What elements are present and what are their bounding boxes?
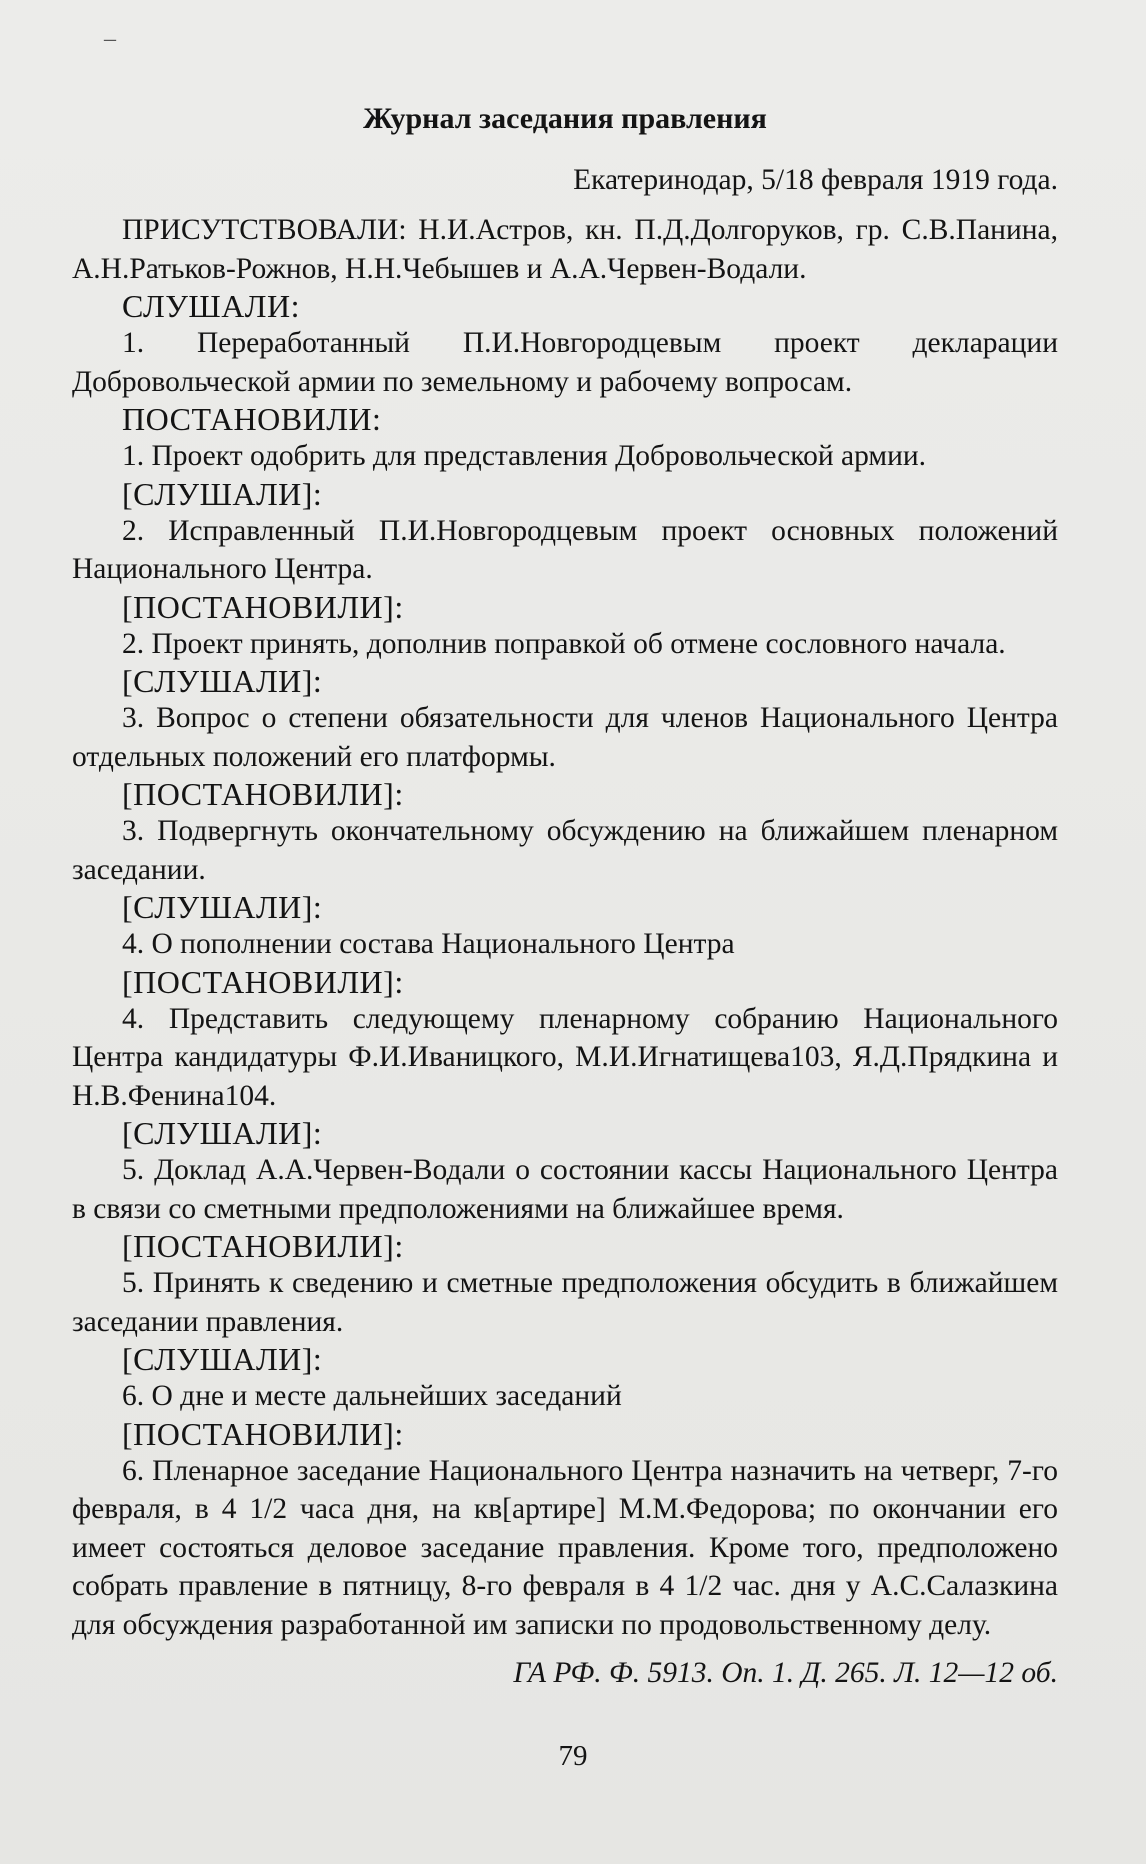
paragraph: 3. Вопрос о степени обязательности для членов Национального Центра отдельных положений его платформы. [72,702,1058,773]
document-date: Екатеринодар, 5/18 февраля 1919 года. [573,163,1058,196]
paragraph: 3. Подвергнуть окончательному обсуждению на ближайшем пленарном заседании. [72,815,1058,886]
paragraph: 6. О дне и месте дальнейших заседаний [122,1380,622,1412]
archive-source: ГА РФ. Ф. 5913. Оп. 1. Д. 265. Л. 12—12 об. [513,1657,1058,1689]
paragraph: 1. Проект одобрить для представления Добровольческой армии. [122,440,927,472]
section-heading: [ПОСТАНОВИЛИ]: [122,1228,404,1264]
section-heading: [СЛУШАЛИ]: [122,889,323,925]
paragraph: 1. Переработанный П.И.Новгородцевым проект декларации Добровольческой армии по земельному и рабочему вопросам. [72,327,1058,398]
paragraph: 6. Пленарное заседание Национального Центра назначить на четверг, 7-го февраля, в 4 1/2 часа дня, на кв[артире] М.М.Федорова; по окончании его имеет состояться деловое заседание правления. Кроме того, предположено собрать правление в пятницу, 8-го февраля в 4 1/2 час. дня у А.С.Салазкина для обсуждения разработанной им записки по продовольственному делу. [72,1454,1058,1641]
paragraph: 2. Проект принять, дополнив поправкой об отмене сословного начала. [122,627,1006,660]
section-heading: [ПОСТАНОВИЛИ]: [122,963,404,1000]
document-body [72,92,1058,1693]
margin-mark: – [104,26,116,52]
paragraph: 5. Принять к сведению и сметные предположения обсудить в ближайшем заседании правления. [72,1267,1058,1338]
section-heading: [ПОСТАНОВИЛИ]: [122,776,404,812]
section-heading: [СЛУШАЛИ]: [122,663,323,699]
page-number: 79 [558,1740,588,1772]
section-heading: [ПОСТАНОВИЛИ]: [122,588,404,625]
page-title: Журнал заседания правления [363,102,767,135]
paragraph: 5. Доклад А.А.Червен-Водали о состоянии кассы Национального Центра в связи со сметными предположениями на ближайшее время. [72,1154,1058,1225]
paragraph: 4. О пополнении состава Национального Центра [122,928,735,960]
paragraph-list [72,211,1058,1644]
section-heading: [СЛУШАЛИ]: [122,475,323,512]
paragraph: ПРИСУТСТВОВАЛИ: Н.И.Астров, кн. П.Д.Долгоруков, гр. С.В.Панина, А.Н.Ратьков-Рожнов, Н.Н.Чебышев и А.А.Червен-Водали. [72,214,1058,285]
paragraph: 2. Исправленный П.И.Новгородцевым проект основных положений Национального Центра. [72,514,1058,585]
section-heading: [ПОСТАНОВИЛИ]: [122,1415,404,1452]
section-heading: [СЛУШАЛИ]: [122,1341,323,1377]
section-heading: СЛУШАЛИ: [122,288,300,324]
section-heading: [СЛУШАЛИ]: [122,1115,323,1151]
paragraph: 4. Представить следующему пленарному собранию Национального Центра кандидатуры Ф.И.Иваницкого, М.И.Игнатищева103, Я.Д.Прядкина и Н.В.Фенина104. [72,1002,1058,1112]
section-heading: ПОСТАНОВИЛИ: [122,401,382,437]
